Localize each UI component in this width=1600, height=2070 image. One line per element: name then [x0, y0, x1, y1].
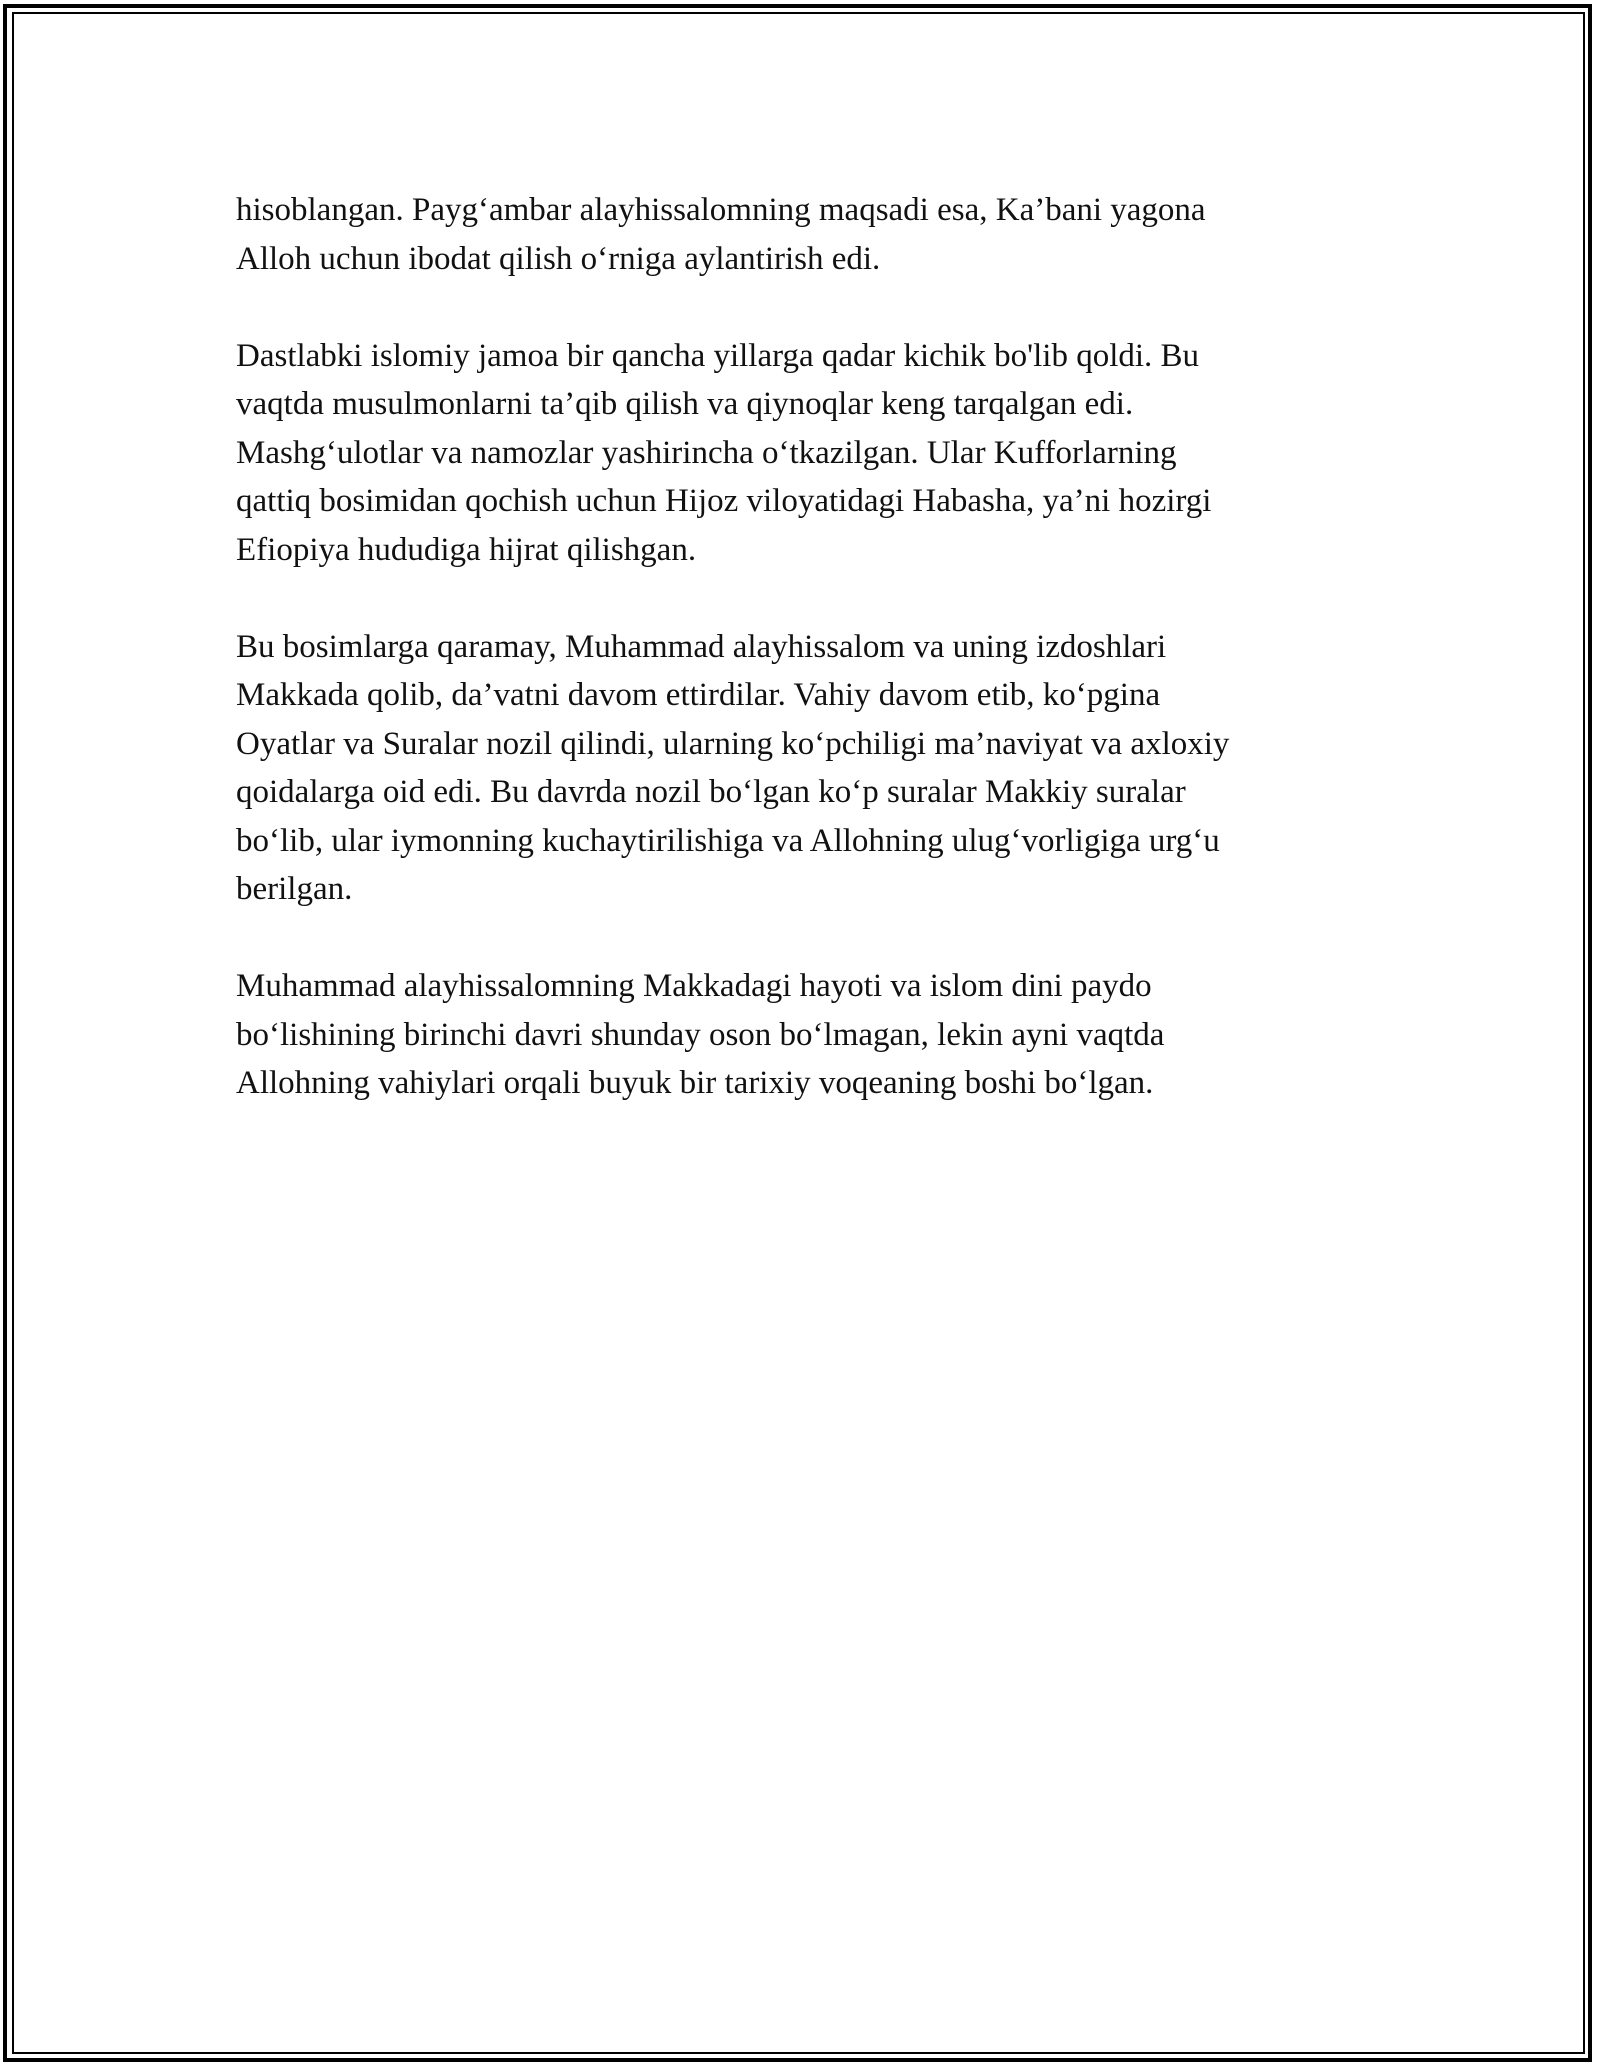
paragraph-4 [236, 962, 1366, 1108]
text-line: Mashg‘ulotlar va namozlar yashirincha o‘tkazilgan. Ular Kufforlarning [236, 434, 1177, 471]
paragraph-3 [236, 623, 1366, 914]
text-line: hisoblangan. Payg‘ambar alayhissalomning maqsadi esa, Ka’bani yagona [236, 192, 1206, 228]
text-line: Oyatlar va Suralar nozil qilindi, ularning ko‘pchiligi ma’naviyat va axloxiy [236, 725, 1230, 762]
text-line: Muhammad alayhissalomning Makkadagi hayoti va islom dini paydo [236, 968, 1152, 1004]
text-line: Makkada qolib, da’vatni davom ettirdilar. Vahiy davom etib, ko‘pgina [236, 677, 1161, 713]
text-line: Alloh uchun ibodat qilish o‘rniga aylantirish edi. [236, 240, 881, 277]
text-line: bo‘lib, ular iymonning kuchaytirilishiga va Allohning ulug‘vorligiga urg‘u [236, 822, 1220, 859]
paragraph-1 [236, 186, 1366, 283]
text-line: Bu bosimlarga qaramay, Muhammad alayhissalom va uning izdoshlari [236, 628, 1167, 665]
text-line: bo‘lishining birinchi davri shunday oson bo‘lmagan, lekin ayni vaqtda [236, 1016, 1165, 1053]
text-line: vaqtda musulmonlarni ta’qib qilish va qiynoqlar keng tarqalgan edi. [236, 386, 1134, 422]
text-line: Dastlabki islomiy jamoa bir qancha yillarga qadar kichik bo'lib qoldi. Bu [236, 337, 1200, 374]
text-line: qoidalarga oid edi. Bu davrda nozil bo‘lgan ko‘p suralar Makkiy suralar [236, 774, 1186, 810]
paragraph-2 [236, 332, 1366, 575]
text-line: Efiopiya hududiga hijrat qilishgan. [236, 531, 697, 568]
document-body [236, 186, 1366, 1156]
text-line: berilgan. [236, 871, 353, 907]
text-line: Allohning vahiylari orqali buyuk bir tarixiy voqeaning boshi bo‘lgan. [236, 1065, 1154, 1101]
text-line: qattiq bosimidan qochish uchun Hijoz viloyatidagi Habasha, ya’ni hozirgi [236, 483, 1212, 519]
